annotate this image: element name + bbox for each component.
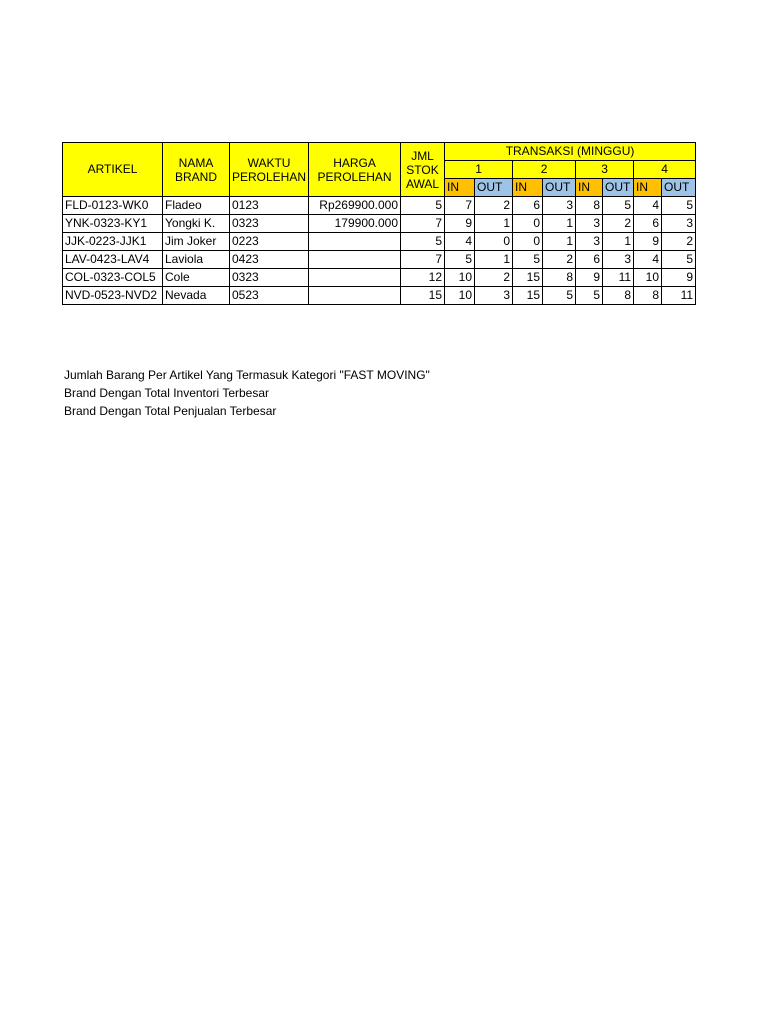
cell-in[interactable]: 0 — [513, 233, 543, 251]
cell-out[interactable]: 2 — [475, 269, 513, 287]
cell-brand[interactable]: Cole — [163, 269, 230, 287]
header-artikel[interactable]: ARTIKEL — [63, 143, 163, 197]
cell-in[interactable]: 9 — [445, 215, 475, 233]
header-in[interactable]: IN — [445, 179, 475, 197]
header-harga-perolehan[interactable]: HARGA PEROLEHAN — [309, 143, 401, 197]
cell-in[interactable]: 3 — [576, 233, 603, 251]
cell-out[interactable]: 2 — [662, 233, 696, 251]
cell-out[interactable]: 5 — [662, 197, 696, 215]
cell-out[interactable]: 9 — [662, 269, 696, 287]
cell-waktu[interactable]: 0323 — [230, 215, 309, 233]
cell-brand[interactable]: Fladeo — [163, 197, 230, 215]
cell-stok[interactable]: 7 — [401, 251, 445, 269]
cell-harga[interactable] — [309, 269, 401, 287]
header-out[interactable]: OUT — [603, 179, 634, 197]
header-out[interactable]: OUT — [662, 179, 696, 197]
cell-brand[interactable]: Jim Joker — [163, 233, 230, 251]
cell-artikel[interactable]: FLD-0123-WK0 — [63, 197, 163, 215]
cell-artikel[interactable]: JJK-0223-JJK1 — [63, 233, 163, 251]
cell-stok[interactable]: 12 — [401, 269, 445, 287]
notes-section — [64, 366, 430, 420]
table-row — [63, 269, 696, 287]
cell-out[interactable]: 1 — [475, 215, 513, 233]
cell-stok[interactable]: 5 — [401, 197, 445, 215]
cell-waktu[interactable]: 0423 — [230, 251, 309, 269]
cell-waktu[interactable]: 0523 — [230, 287, 309, 305]
inventory-table — [62, 142, 696, 305]
cell-harga[interactable]: Rp269900.000 — [309, 197, 401, 215]
header-transaksi-minggu[interactable]: TRANSAKSI (MINGGU) — [445, 143, 696, 161]
header-out[interactable]: OUT — [543, 179, 576, 197]
table-row — [63, 233, 696, 251]
cell-artikel[interactable]: NVD-0523-NVD2 — [63, 287, 163, 305]
cell-in[interactable]: 9 — [576, 269, 603, 287]
header-week-4[interactable]: 4 — [634, 161, 696, 179]
cell-harga[interactable] — [309, 287, 401, 305]
table-row — [63, 287, 696, 305]
cell-in[interactable]: 6 — [634, 215, 662, 233]
cell-out[interactable]: 3 — [603, 251, 634, 269]
cell-out[interactable]: 8 — [543, 269, 576, 287]
cell-in[interactable]: 15 — [513, 269, 543, 287]
cell-in[interactable]: 8 — [634, 287, 662, 305]
cell-out[interactable]: 11 — [662, 287, 696, 305]
cell-waktu[interactable]: 0123 — [230, 197, 309, 215]
cell-in[interactable]: 6 — [576, 251, 603, 269]
cell-in[interactable]: 0 — [513, 215, 543, 233]
cell-out[interactable]: 5 — [543, 287, 576, 305]
cell-harga[interactable] — [309, 251, 401, 269]
cell-in[interactable]: 10 — [445, 287, 475, 305]
cell-in[interactable]: 4 — [445, 233, 475, 251]
cell-brand[interactable]: Laviola — [163, 251, 230, 269]
cell-out[interactable]: 2 — [543, 251, 576, 269]
header-out[interactable]: OUT — [475, 179, 513, 197]
cell-brand[interactable]: Nevada — [163, 287, 230, 305]
cell-out[interactable]: 3 — [475, 287, 513, 305]
cell-out[interactable]: 1 — [543, 215, 576, 233]
cell-in[interactable]: 5 — [576, 287, 603, 305]
cell-waktu[interactable]: 0323 — [230, 269, 309, 287]
header-nama-brand[interactable]: NAMA BRAND — [163, 143, 230, 197]
cell-out[interactable]: 11 — [603, 269, 634, 287]
cell-out[interactable]: 1 — [475, 251, 513, 269]
cell-in[interactable]: 10 — [445, 269, 475, 287]
cell-out[interactable]: 1 — [603, 233, 634, 251]
cell-in[interactable]: 4 — [634, 197, 662, 215]
note-total-inventori[interactable]: Brand Dengan Total Inventori Terbesar — [64, 386, 270, 400]
table-row — [63, 251, 696, 269]
cell-in[interactable]: 9 — [634, 233, 662, 251]
header-week-3[interactable]: 3 — [576, 161, 634, 179]
cell-out[interactable]: 2 — [603, 215, 634, 233]
header-week-1[interactable]: 1 — [445, 161, 513, 179]
cell-in[interactable]: 6 — [513, 197, 543, 215]
cell-artikel[interactable]: LAV-0423-LAV4 — [63, 251, 163, 269]
cell-harga[interactable]: 179900.000 — [309, 215, 401, 233]
header-jml-stok-awal[interactable]: JML STOK AWAL — [401, 143, 445, 197]
table-row — [63, 197, 696, 215]
cell-in[interactable]: 3 — [576, 215, 603, 233]
cell-out[interactable]: 2 — [475, 197, 513, 215]
cell-out[interactable]: 3 — [543, 197, 576, 215]
cell-out[interactable]: 5 — [603, 197, 634, 215]
cell-in[interactable]: 5 — [445, 251, 475, 269]
cell-waktu[interactable]: 0223 — [230, 233, 309, 251]
cell-stok[interactable]: 5 — [401, 233, 445, 251]
header-waktu-perolehan[interactable]: WAKTU PEROLEHAN — [230, 143, 309, 197]
header-week-2[interactable]: 2 — [513, 161, 576, 179]
header-in[interactable]: IN — [513, 179, 543, 197]
cell-stok[interactable]: 15 — [401, 287, 445, 305]
table-row — [63, 215, 696, 233]
note-fast-moving[interactable]: Jumlah Barang Per Artikel Yang Termasuk Kategori "FAST MOVING" — [64, 368, 430, 382]
cell-in[interactable]: 10 — [634, 269, 662, 287]
cell-artikel[interactable]: YNK-0323-KY1 — [63, 215, 163, 233]
cell-in[interactable]: 4 — [634, 251, 662, 269]
cell-in[interactable]: 15 — [513, 287, 543, 305]
header-in[interactable]: IN — [576, 179, 603, 197]
cell-out[interactable]: 8 — [603, 287, 634, 305]
cell-out[interactable]: 1 — [543, 233, 576, 251]
cell-brand[interactable]: Yongki K. — [163, 215, 230, 233]
cell-harga[interactable] — [309, 233, 401, 251]
note-total-penjualan[interactable]: Brand Dengan Total Penjualan Terbesar — [64, 404, 277, 418]
cell-in[interactable]: 5 — [513, 251, 543, 269]
table-body — [63, 197, 696, 305]
cell-artikel[interactable]: COL-0323-COL5 — [63, 269, 163, 287]
cell-in[interactable]: 8 — [576, 197, 603, 215]
header-in[interactable]: IN — [634, 179, 662, 197]
cell-out[interactable]: 0 — [475, 233, 513, 251]
cell-out[interactable]: 5 — [662, 251, 696, 269]
cell-in[interactable]: 7 — [445, 197, 475, 215]
cell-stok[interactable]: 7 — [401, 215, 445, 233]
cell-out[interactable]: 3 — [662, 215, 696, 233]
